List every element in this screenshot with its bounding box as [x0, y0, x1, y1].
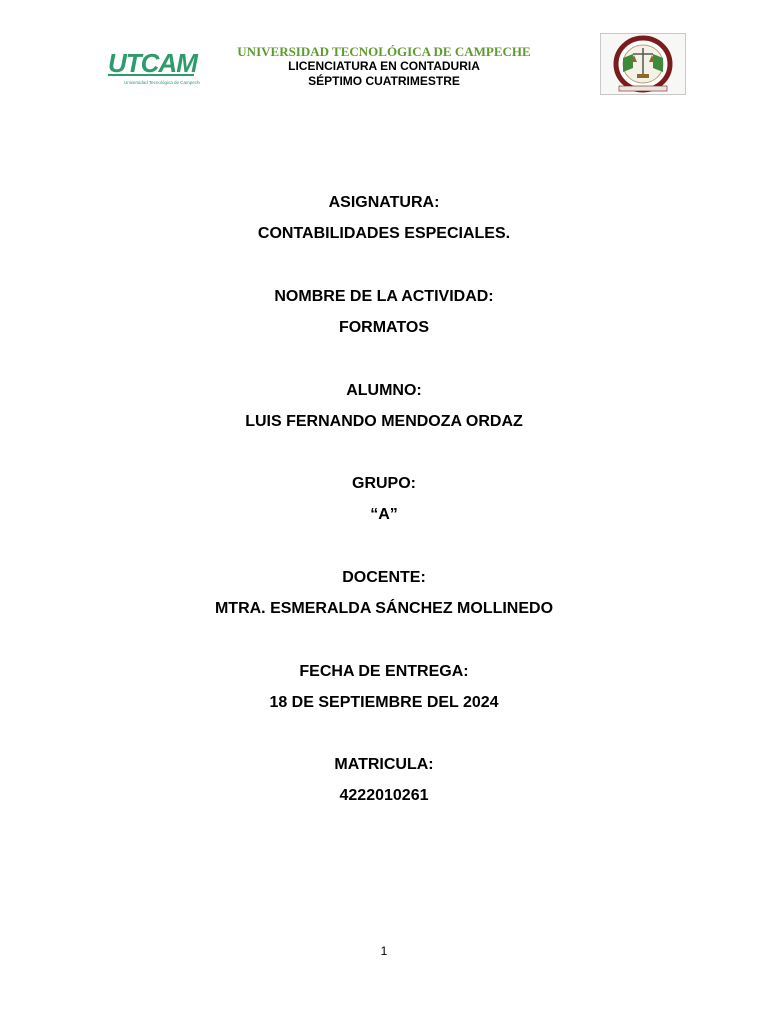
field-value: “A” [370, 506, 398, 523]
field-alumno [0, 375, 768, 437]
field-label: GRUPO: [352, 475, 416, 492]
program-name: LICENCIATURA EN CONTADURIA [288, 59, 480, 73]
field-label: ASIGNATURA: [328, 194, 440, 211]
field-grupo [0, 468, 768, 530]
field-value: 18 DE SEPTIEMBRE DEL 2024 [269, 694, 499, 711]
field-fecha-entrega [0, 656, 768, 718]
field-value: FORMATOS [338, 319, 430, 336]
term-name: SÉPTIMO CUATRIMESTRE [308, 74, 460, 88]
field-label: NOMBRE DE LA ACTIVIDAD: [274, 288, 494, 305]
university-name: UNIVERSIDAD TECNOLÓGICA DE CAMPECHE [237, 44, 531, 59]
contaduria-seal-logo [600, 33, 686, 95]
field-value: CONTABILIDADES ESPECIALES. [257, 225, 511, 242]
field-asignatura [0, 187, 768, 249]
svg-text:UTCAM: UTCAM [108, 48, 197, 78]
page-number: 1 [380, 944, 388, 958]
svg-text:Universidad Tecnológica de Cam: Universidad Tecnológica de Campeche [124, 80, 200, 85]
field-value: MTRA. ESMERALDA SÁNCHEZ MOLLINEDO [214, 600, 554, 617]
field-label: DOCENTE: [342, 569, 426, 586]
field-docente [0, 562, 768, 624]
field-value: LUIS FERNANDO MENDOZA ORDAZ [245, 413, 523, 430]
field-label: MATRICULA: [334, 756, 434, 773]
field-label: ALUMNO: [346, 382, 422, 399]
field-label: FECHA DE ENTREGA: [299, 663, 469, 680]
field-value: 4222010261 [339, 787, 429, 804]
field-matricula [0, 749, 768, 811]
field-nombre-actividad [0, 281, 768, 343]
